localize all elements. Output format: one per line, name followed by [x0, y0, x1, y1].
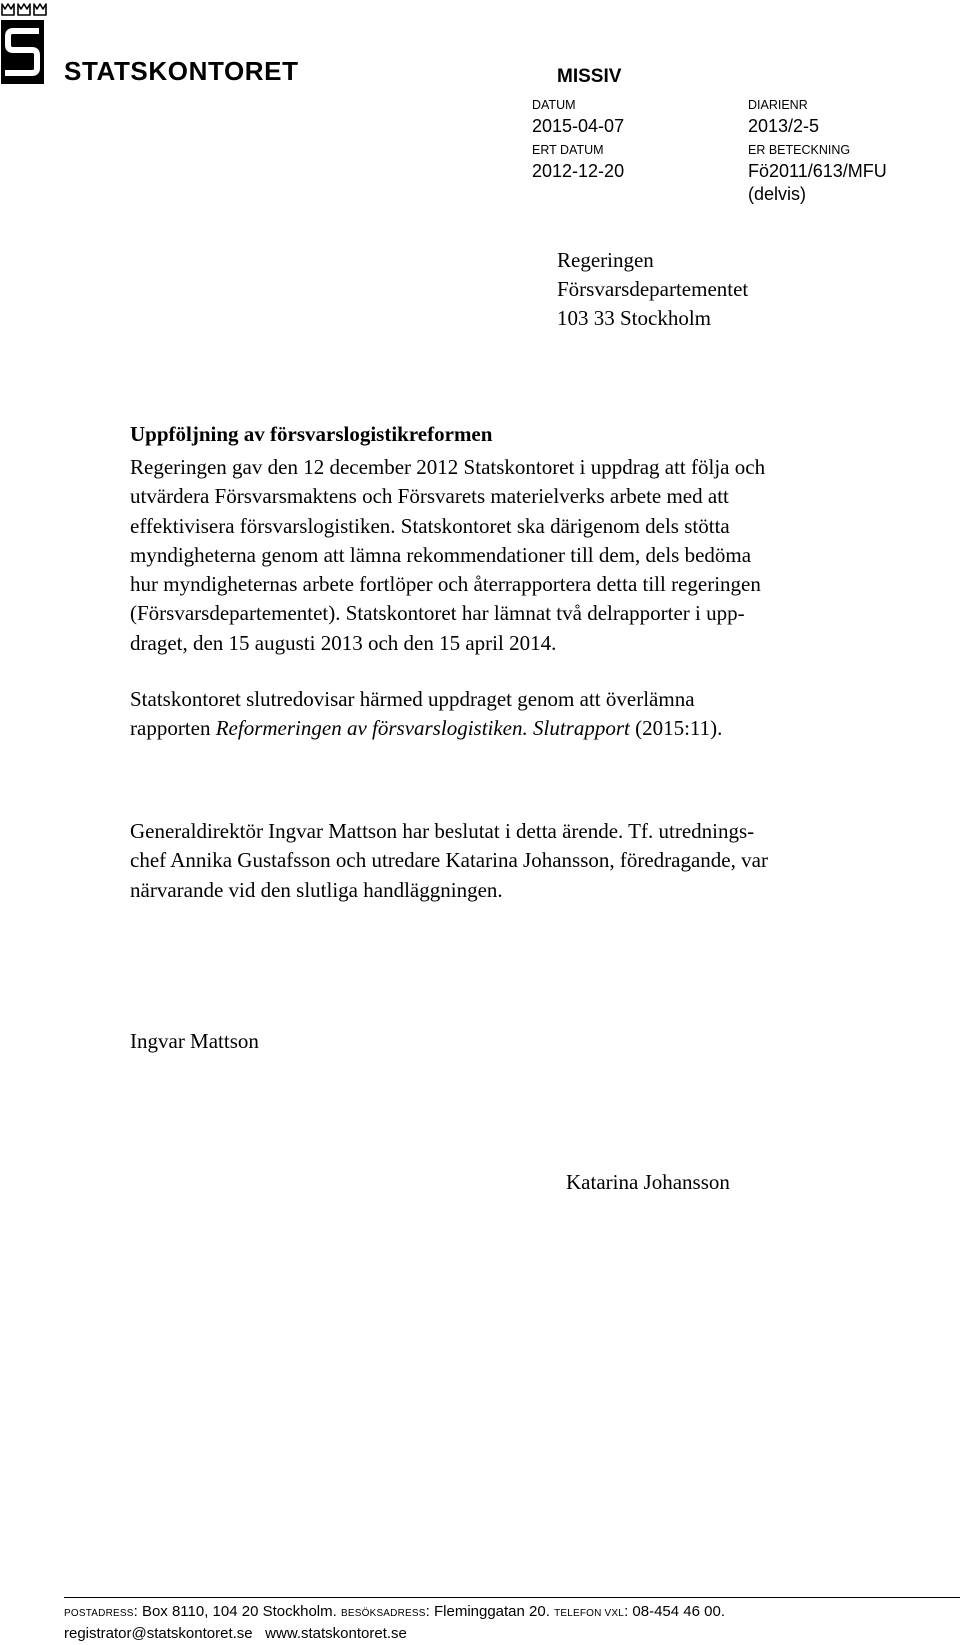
paragraph-line: draget, den 15 augusti 2013 och den 15 april 2014.: [130, 630, 557, 655]
text-segment: rapporten: [130, 716, 216, 741]
paragraph-line: myndigheterna genom att lämna rekommendationer till dem, dels bedöma: [130, 542, 752, 567]
website-link[interactable]: www.statskontoret.se: [265, 1625, 407, 1642]
er-beteckning-value-2: (delvis): [748, 184, 807, 204]
paragraph-line: utvärdera Försvarsmaktens och Försvarets materielverks arbete med att: [130, 484, 729, 509]
document-title: Uppföljning av försvarslogistikreformen: [130, 422, 493, 446]
footer-divider: [64, 1597, 960, 1598]
text-segment: (2015:11).: [629, 716, 723, 741]
paragraph-line: (Försvarsdepartementet). Statskontoret har lämnat två delrapporter i upp-: [130, 601, 745, 626]
diarienr-value: 2013/2-5: [748, 116, 820, 136]
er-beteckning-value: Fö2011/613/MFU: [748, 161, 887, 181]
telefon-value: 08-454 46 00.: [632, 1603, 725, 1620]
recipient-line: Försvarsdepartementet: [557, 277, 749, 301]
recipient-line: 103 33 Stockholm: [557, 306, 712, 330]
datum-value: 2015-04-07: [532, 116, 625, 136]
paragraph-line: närvarande vid den slutliga handläggningen.: [130, 877, 503, 902]
paragraph-3: [130, 817, 880, 905]
signature-2: Katarina Johansson: [566, 1170, 730, 1194]
er-beteckning-label: ER BETECKNING: [748, 143, 851, 157]
footer-line-2: [64, 1624, 725, 1644]
email-link[interactable]: registrator@statskontoret.se: [64, 1625, 253, 1642]
crowns-s-emblem-icon: [0, 0, 48, 86]
besoksadress-label: BESÖKSADRESS: [340, 1608, 426, 1619]
diarienr-label: DIARIENR: [748, 98, 808, 112]
paragraph-line: chef Annika Gustafsson och utredare Katarina Johansson, föredragande, var: [130, 848, 768, 873]
document-type: MISSIV: [557, 66, 622, 87]
besoksadress-value: Fleminggatan 20.: [433, 1603, 550, 1620]
paragraph-line: [130, 714, 880, 743]
paragraph-line: Statskontoret slutredovisar härmed uppdraget genom att överlämna: [130, 687, 695, 711]
paragraph-line: effektivisera försvarslogistiken. Statskontoret ska därigenom dels stötta: [130, 513, 730, 538]
org-name: STATSKONTORET: [64, 56, 299, 86]
paragraph-line: hur myndigheternas arbete fortlöper och återrapportera detta till regeringen: [130, 572, 761, 597]
telefon-label: TELEFON VXL: [554, 1608, 625, 1619]
paragraph-line: Regeringen gav den 12 december 2012 Statskontoret i uppdrag att följa och: [130, 455, 766, 479]
footer-line-1: POSTADRESS: Box 8110, 104 20 Stockholm. BESÖKSADRESS: Fleminggatan 20. TELEFON VXL: 08-454 46 00.: [64, 1603, 725, 1620]
postadress-label: POSTADRESS: [64, 1608, 134, 1619]
paragraph-2: [130, 685, 880, 744]
datum-label: DATUM: [532, 98, 576, 112]
paragraph-line: Generaldirektör Ingvar Mattson har beslutat i detta ärende. Tf. utrednings-: [130, 819, 755, 843]
ert-datum-value: 2012-12-20: [532, 161, 625, 181]
recipient-line: Regeringen: [557, 248, 654, 272]
recipient-address: [557, 246, 748, 333]
report-title: Reformeringen av försvarslogistiken. Slutrapport: [215, 716, 630, 741]
postadress-value: Box 8110, 104 20 Stockholm.: [141, 1603, 337, 1620]
paragraph-1: [130, 453, 880, 658]
ert-datum-label: ERT DATUM: [532, 143, 604, 157]
footer: [64, 1602, 725, 1644]
signature-1: Ingvar Mattson: [130, 1029, 259, 1053]
